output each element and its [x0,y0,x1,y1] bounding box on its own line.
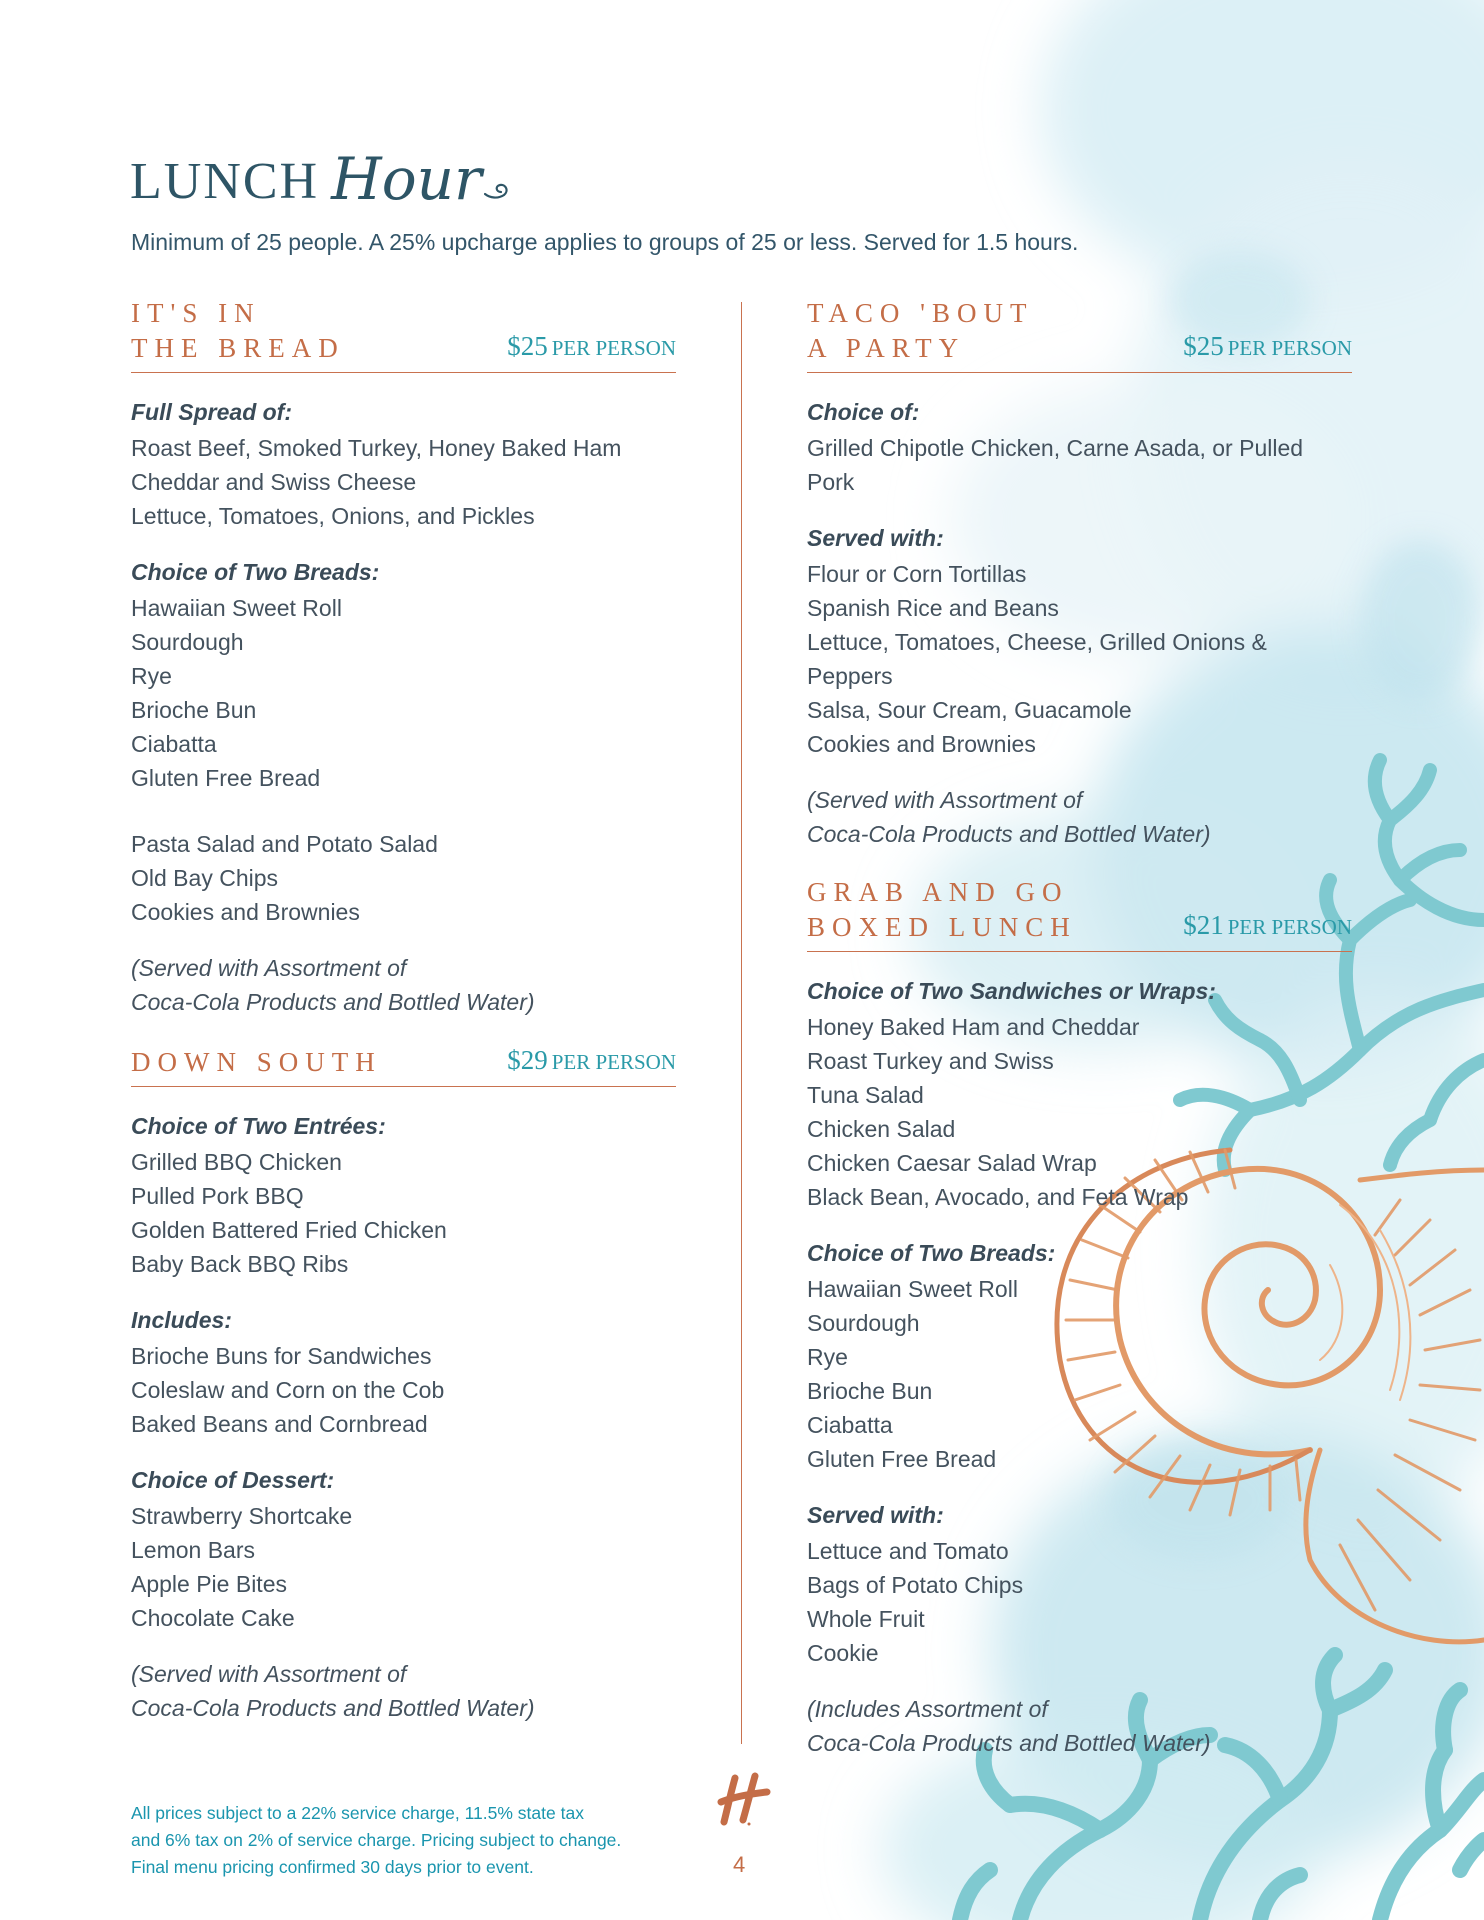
menu-item: Lettuce and Tomato [807,1538,1009,1564]
item-list [131,591,676,795]
price-unit: PER PERSON [551,1050,676,1074]
group-label: Choice of Dessert: [131,1467,335,1493]
right-column [807,296,1352,1760]
beverage-note [131,951,676,1019]
item-list [131,827,676,929]
hotel-h-logo-icon [713,1770,773,1830]
menu-item: Sourdough [131,629,244,655]
left-column [131,296,676,1725]
menu-item: Gluten Free Bread [807,1446,997,1472]
menu-item: Chocolate Cake [131,1605,295,1631]
section-header [131,1043,676,1087]
menu-item: Roast Beef, Smoked Turkey, Honey Baked Ham [131,435,622,461]
group-label: Choice of Two Entrées: [131,1113,386,1139]
menu-item: Lettuce, Tomatoes, Onions, and Pickles [131,503,535,529]
item-list [131,1339,676,1441]
item-list [131,431,676,533]
section-grab-and-go-boxed-lunch [807,875,1352,1760]
menu-item: Bags of Potato Chips [807,1572,1024,1598]
price-unit: PER PERSON [551,336,676,360]
menu-item: Brioche Bun [131,697,257,723]
section-price [1183,908,1352,945]
price-unit: PER PERSON [1227,336,1352,360]
section-taco-bout-a-party [807,296,1352,851]
section-title: TACO 'BOUT A PARTY [807,298,1034,363]
disclaimer-line: Final menu pricing confirmed 30 days prior to event. [131,1857,534,1877]
title-main: LUNCH [130,153,320,210]
note-line: Coca-Cola Products and Bottled Water) [807,1730,1211,1756]
section-price [1183,329,1352,366]
item-list [807,557,1352,761]
page-title [130,145,510,213]
group-label: Choice of Two Breads: [807,1240,1056,1266]
section-title: IT'S IN THE BREAD [131,298,345,363]
menu-item: Lemon Bars [131,1537,256,1563]
menu-item: Brioche Bun [807,1378,933,1404]
item-list [807,1534,1352,1670]
menu-item: Black Bean, Avocado, and Feta Wrap [807,1184,1189,1210]
menu-item: Brioche Buns for Sandwiches [131,1343,432,1369]
menu-item: Grilled Chipotle Chicken, Carne Asada, or Pulled Pork [807,435,1304,495]
group-label: Choice of: [807,399,920,425]
item-list [807,1010,1352,1214]
menu-item: Chicken Salad [807,1116,956,1142]
beverage-note [131,1657,676,1725]
section-price [507,1043,676,1080]
menu-item: Honey Baked Ham and Cheddar [807,1014,1140,1040]
section-its-in-the-bread [131,296,676,1019]
menu-item: Strawberry Shortcake [131,1503,353,1529]
section-header [131,296,676,373]
note-line: (Served with Assortment of [807,787,1083,813]
group-label: Full Spread of: [131,399,292,425]
note-line: (Served with Assortment of [131,1661,407,1687]
menu-item: Chicken Caesar Salad Wrap [807,1150,1097,1176]
menu-item: Cheddar and Swiss Cheese [131,469,417,495]
price-amount: $25 [507,331,548,361]
menu-item: Grilled BBQ Chicken [131,1149,342,1175]
menu-item: Rye [131,663,172,689]
price-amount: $29 [507,1045,548,1075]
menu-item: Ciabatta [131,731,217,757]
menu-item: Apple Pie Bites [131,1571,287,1597]
menu-item: Old Bay Chips [131,865,279,891]
note-line: (Includes Assortment of [807,1696,1048,1722]
note-line: Coca-Cola Products and Bottled Water) [131,989,535,1015]
menu-item: Ciabatta [807,1412,893,1438]
group-label: Served with: [807,525,944,551]
item-list [807,431,1352,499]
menu-item: Spanish Rice and Beans [807,595,1059,621]
menu-item: Sourdough [807,1310,920,1336]
menu-item: Pulled Pork BBQ [131,1183,304,1209]
section-price [507,329,676,366]
beverage-note [807,783,1352,851]
menu-item: Flour or Corn Tortillas [807,561,1027,587]
menu-item: Hawaiian Sweet Roll [131,595,342,621]
swirl-flourish-icon [484,180,510,202]
menu-item: Gluten Free Bread [131,765,321,791]
group-label: Choice of Two Breads: [131,559,380,585]
menu-item: Salsa, Sour Cream, Guacamole [807,697,1132,723]
menu-item: Baby Back BBQ Ribs [131,1251,349,1277]
note-line: Coca-Cola Products and Bottled Water) [131,1695,535,1721]
group-label: Choice of Two Sandwiches or Wraps: [807,978,1216,1004]
column-divider [741,302,742,1744]
item-list [131,1145,676,1281]
note-line: (Served with Assortment of [131,955,407,981]
section-down-south [131,1043,676,1725]
note-line: Coca-Cola Products and Bottled Water) [807,821,1211,847]
menu-item: Rye [807,1344,848,1370]
menu-item: Pasta Salad and Potato Salad [131,831,438,857]
pricing-disclaimer [131,1800,691,1881]
group-label: Includes: [131,1307,232,1333]
section-title: GRAB AND GO BOXED LUNCH [807,877,1077,942]
price-amount: $25 [1183,331,1224,361]
menu-item: Coleslaw and Corn on the Cob [131,1377,445,1403]
section-header [807,296,1352,373]
title-script: Hour [331,145,482,213]
menu-item: Lettuce, Tomatoes, Cheese, Grilled Onions & Peppers [807,629,1267,689]
group-label: Served with: [807,1502,944,1528]
menu-item: Cookie [807,1640,879,1666]
page-subtitle: Minimum of 25 people. A 25% upcharge applies to groups of 25 or less. Served for 1.5 hours. [131,229,1079,255]
beverage-note [807,1692,1352,1760]
menu-item: Cookies and Brownies [807,731,1036,757]
menu-item: Cookies and Brownies [131,899,360,925]
price-unit: PER PERSON [1227,915,1352,939]
disclaimer-line: All prices subject to a 22% service charge, 11.5% state tax [131,1803,584,1823]
page-number: 4 [733,1852,746,1877]
menu-item: Roast Turkey and Swiss [807,1048,1054,1074]
item-list [807,1272,1352,1476]
menu-item: Baked Beans and Cornbread [131,1411,428,1437]
item-list [131,1499,676,1635]
section-header [807,875,1352,952]
menu-item: Hawaiian Sweet Roll [807,1276,1018,1302]
price-amount: $21 [1183,910,1224,940]
menu-item: Tuna Salad [807,1082,924,1108]
section-title: DOWN SOUTH [131,1047,382,1077]
menu-item: Whole Fruit [807,1606,925,1632]
menu-item: Golden Battered Fried Chicken [131,1217,447,1243]
disclaimer-line: and 6% tax on 2% of service charge. Pricing subject to change. [131,1830,622,1850]
